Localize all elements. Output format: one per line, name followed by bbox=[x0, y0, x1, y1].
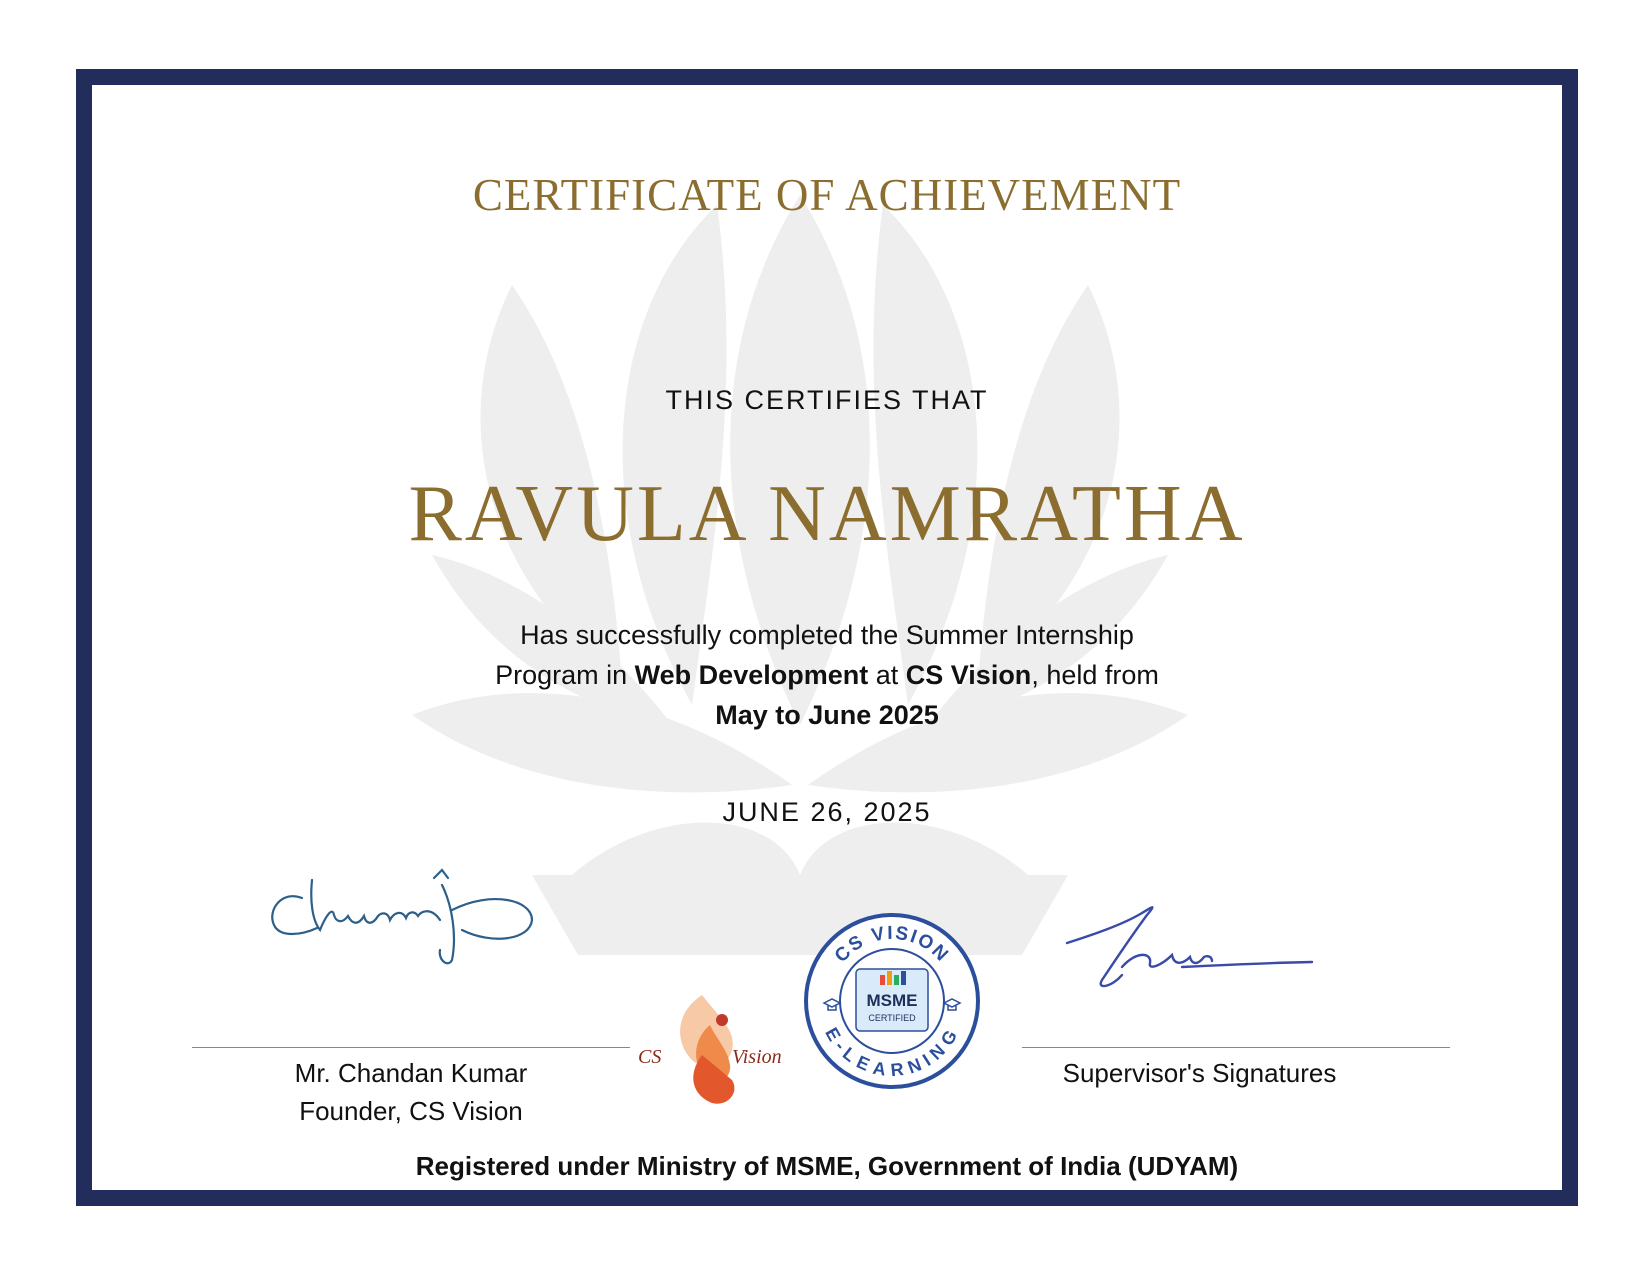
lotus-base bbox=[532, 875, 1068, 955]
supervisor-block bbox=[1022, 1054, 1377, 1092]
seal-top-text: CS VISION bbox=[830, 922, 954, 967]
certifies-line: THIS CERTIFIES THAT bbox=[665, 385, 989, 415]
msme-seal bbox=[802, 911, 982, 1091]
supervisor-signature bbox=[1062, 895, 1322, 995]
supervisor-signature-text: Lenn bbox=[1122, 990, 1125, 991]
certificate-date: JUNE 26, 2025 bbox=[722, 797, 932, 827]
seal-bottom-text: E-LEARNING bbox=[821, 1024, 963, 1081]
cs-vision-logo-right-text: Vision bbox=[732, 1046, 782, 1068]
body-line-2-prefix: Program in bbox=[495, 660, 635, 690]
supervisor-signature-line bbox=[1022, 1047, 1450, 1048]
founder-signature-line bbox=[192, 1047, 630, 1048]
cs-vision-logo-left-text: CS bbox=[638, 1046, 662, 1068]
body-line-2 bbox=[327, 655, 1327, 695]
cs-vision-logo bbox=[632, 985, 792, 1115]
recipient-name: RAVULA NAMRATHA bbox=[408, 470, 1246, 558]
organization-name: CS Vision bbox=[905, 660, 1032, 690]
certificate-title: CERTIFICATE OF ACHIEVEMENT bbox=[472, 170, 1182, 220]
founder-block bbox=[192, 1054, 630, 1130]
supervisor-label: Supervisor's Signatures bbox=[1062, 1058, 1337, 1088]
founder-signature bbox=[262, 850, 552, 970]
body-line-2-mid: at bbox=[868, 660, 906, 690]
program-name: Web Development bbox=[634, 660, 869, 690]
registration-footer: Registered under Ministry of MSME, Government of India (UDYAM) bbox=[415, 1151, 1239, 1181]
program-period: May to June 2025 bbox=[715, 700, 939, 730]
body-line-2-suffix: , held from bbox=[1031, 660, 1159, 690]
founder-signature-text: Kumar bbox=[332, 965, 335, 966]
seal-center-top-text: MSME bbox=[866, 991, 918, 1010]
body-line-1: Has successfully completed the Summer Internship bbox=[520, 620, 1134, 650]
certificate-frame bbox=[76, 69, 1578, 1206]
certificate-body bbox=[327, 615, 1327, 735]
founder-title: Founder, CS Vision bbox=[299, 1096, 523, 1126]
seal-center-bottom-text: CERTIFIED bbox=[868, 1013, 916, 1023]
founder-name: Mr. Chandan Kumar bbox=[294, 1058, 528, 1088]
